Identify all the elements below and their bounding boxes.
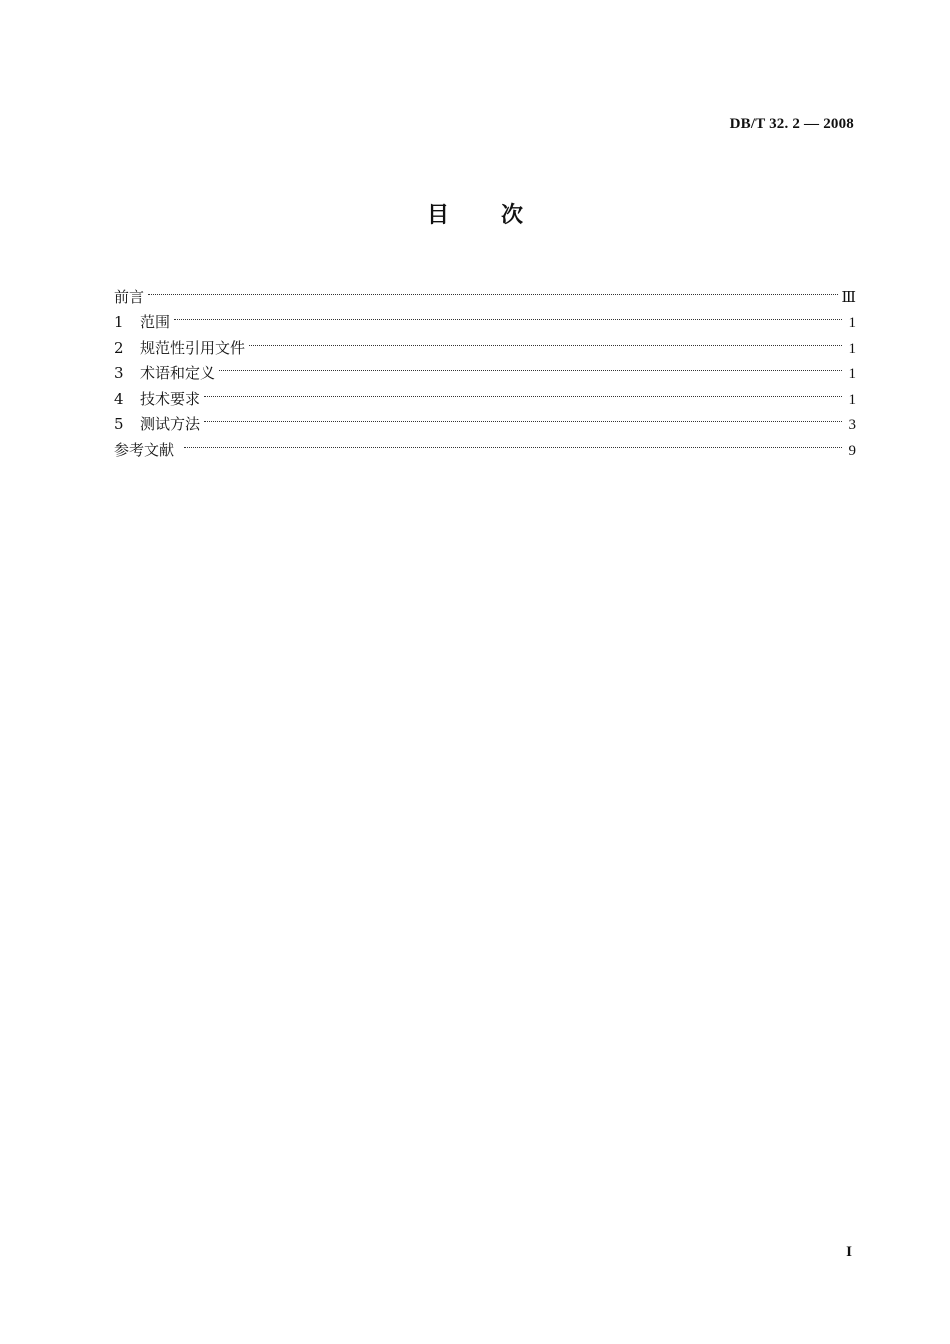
toc-entry-label: 术语和定义: [140, 364, 216, 382]
toc-dot-leader: [148, 276, 838, 302]
standard-code: DB/T 32. 2 — 2008: [729, 116, 854, 132]
toc-entry-label: 前言: [114, 287, 145, 306]
toc-entry-page: 1: [848, 340, 856, 357]
toc-entry-terms-definitions[interactable]: [114, 353, 856, 382]
toc-dot-leader: [204, 404, 842, 430]
toc-entry-number: 4: [114, 389, 124, 408]
toc-entry-bibliography[interactable]: [114, 429, 856, 459]
toc-entry-page: 1: [848, 366, 856, 382]
toc-entry-technical-requirements[interactable]: [114, 378, 856, 408]
toc-entry-label: 测试方法: [140, 415, 201, 433]
page-number: I: [846, 1244, 852, 1260]
toc-dot-leader: [184, 429, 842, 455]
toc-entry-test-methods[interactable]: [114, 404, 856, 433]
toc-entry-page: 1: [848, 391, 856, 408]
toc-entry-label: 范围: [140, 313, 171, 331]
toc-entry-label: 参考文献: [114, 440, 175, 459]
toc-dot-leader: [249, 327, 842, 353]
toc-title: 目次: [426, 203, 575, 228]
toc-entry-page: 9: [848, 442, 856, 459]
toc-entry-page: Ⅲ: [841, 289, 856, 306]
toc-entry-page: 3: [848, 417, 856, 433]
toc-entry-normative-references[interactable]: [114, 327, 856, 357]
toc-entry-foreword[interactable]: [114, 276, 856, 306]
toc-dot-leader: [204, 378, 842, 404]
toc-entry-scope[interactable]: [114, 302, 856, 331]
toc-entry-label: 规范性引用文件: [140, 338, 246, 357]
toc-entry-number: 5: [114, 415, 124, 433]
toc-dot-leader: [219, 353, 842, 379]
toc-entry-page: 1: [848, 315, 856, 331]
toc-list: [114, 276, 856, 459]
toc-entry-label: 技术要求: [140, 389, 201, 408]
toc-dot-leader: [174, 302, 842, 328]
toc-entry-number: 3: [114, 364, 124, 382]
toc-entry-number: 2: [114, 338, 124, 357]
toc-entry-number: 1: [114, 313, 124, 331]
